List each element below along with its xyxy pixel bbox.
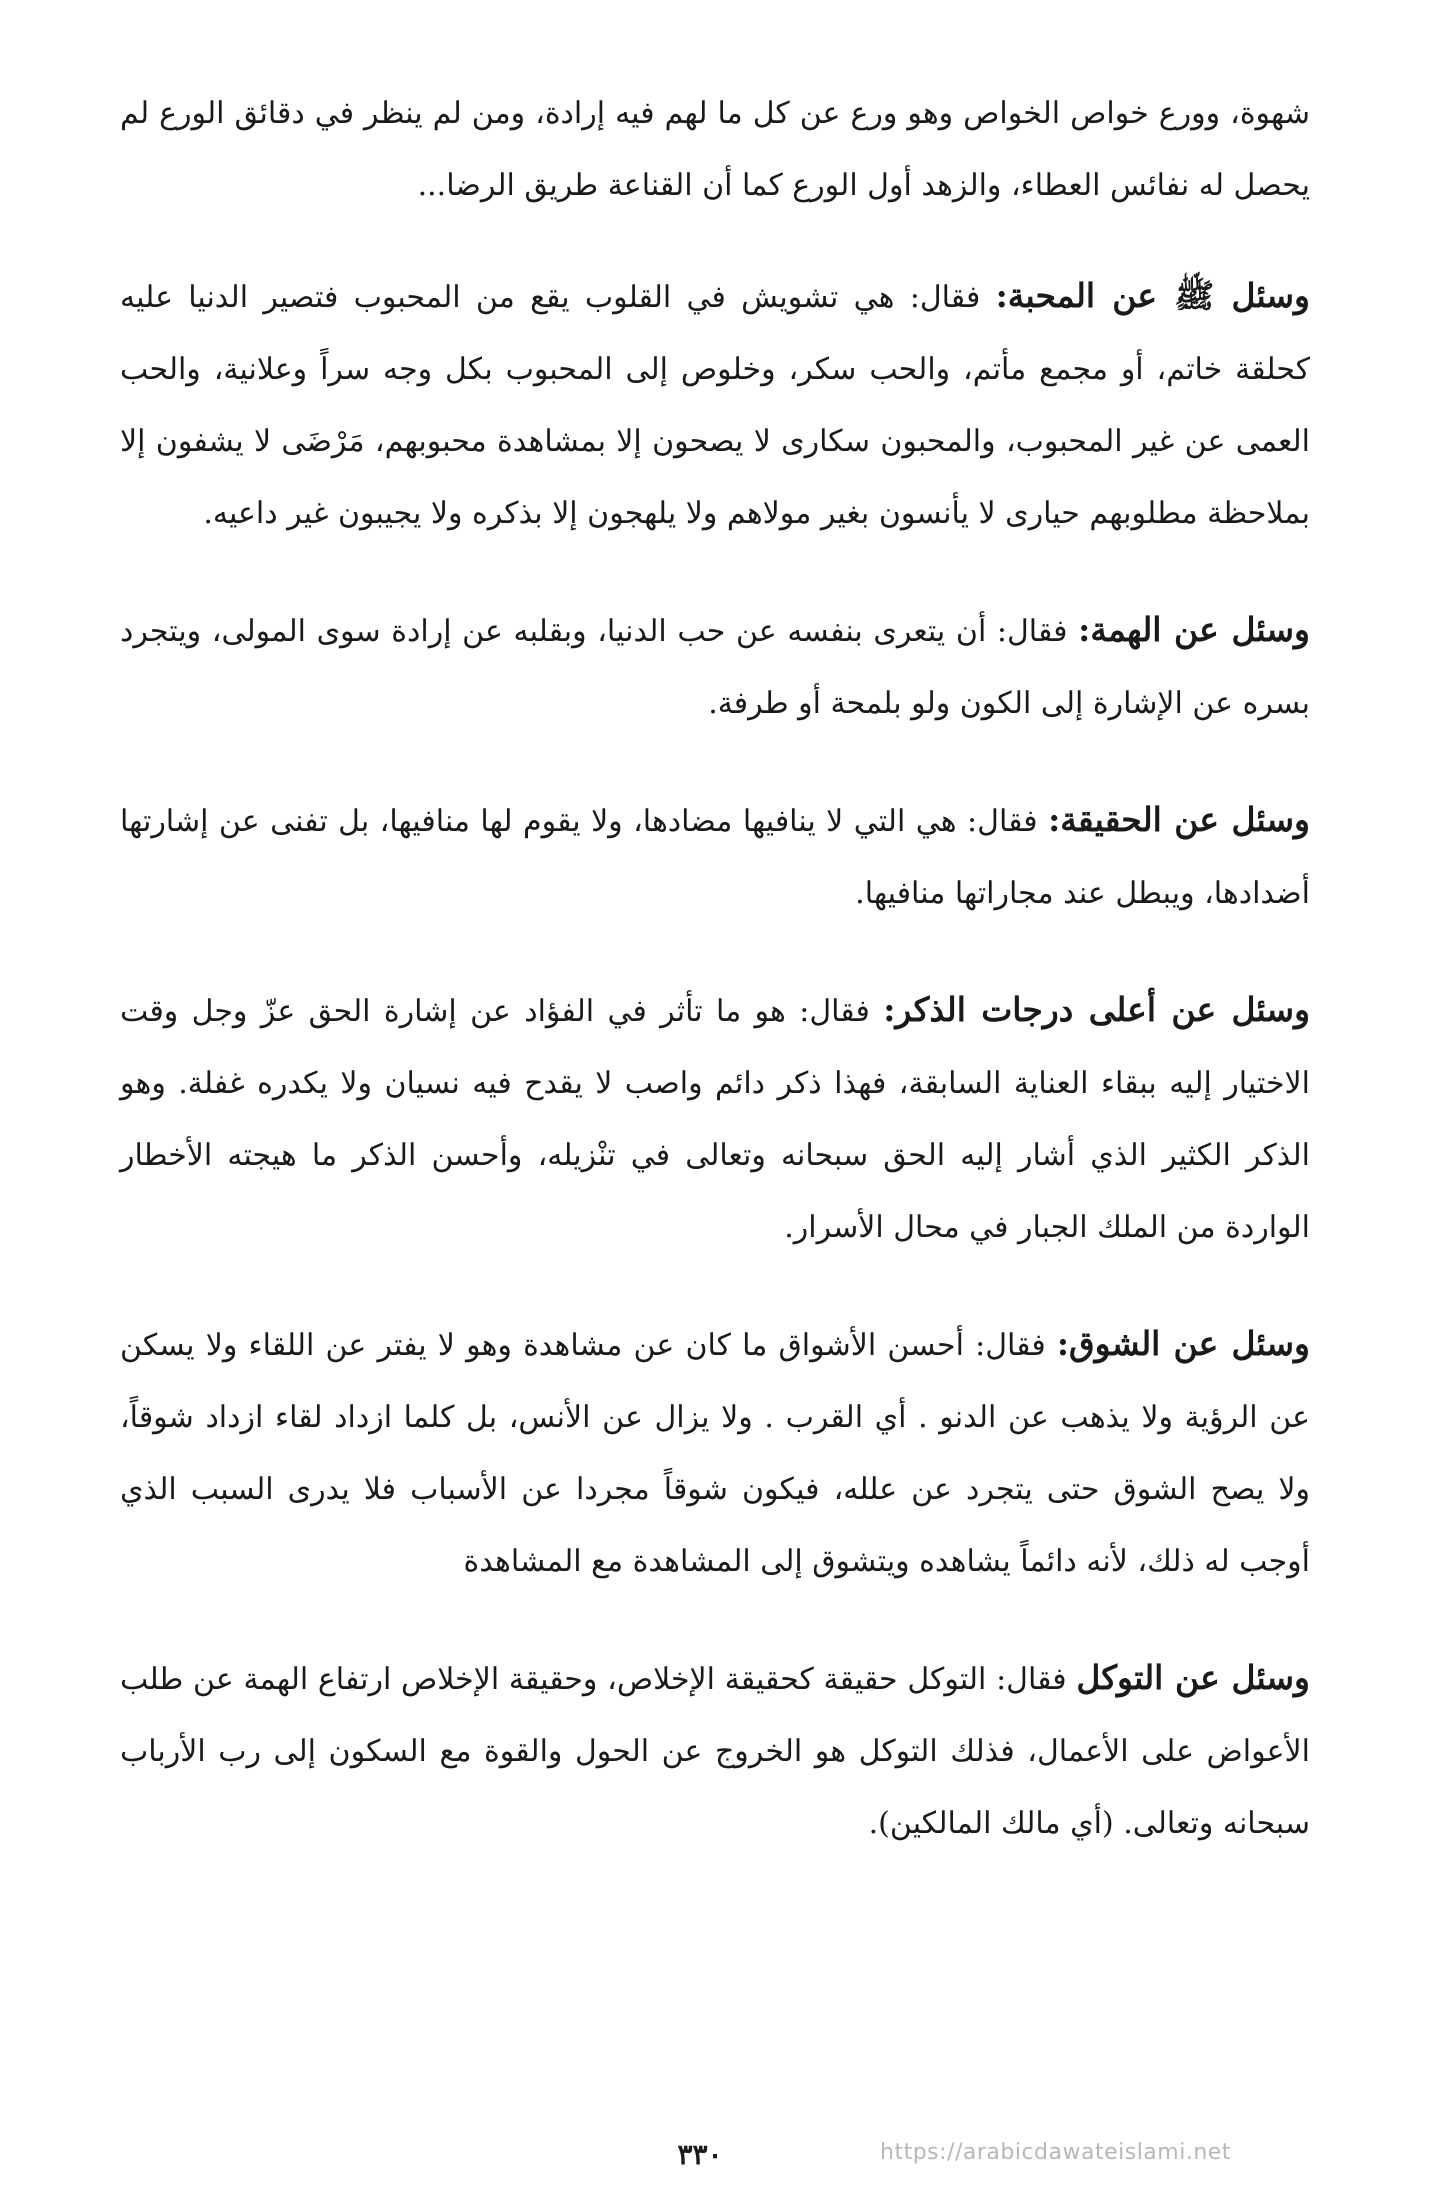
paragraph-heading: وسئل عن التوكل bbox=[1076, 1658, 1310, 1697]
paragraph-reliance bbox=[120, 1642, 1310, 1860]
paragraph-love bbox=[120, 260, 1310, 550]
paragraph-heading: وسئل عن أعلى درجات الذكر: bbox=[883, 990, 1311, 1029]
paragraph-text: شهوة، وورع خواص الخواص وهو ورع عن كل ما لهم فيه إرادة، ومن لم ينظر في دقائق الورع لم يحصل له نفائس العطاء، والزهد أول الورع كما أن القناعة طريق الرضا... bbox=[120, 96, 1310, 203]
paragraph-heading: وسئل عن الشوق: bbox=[1056, 1324, 1310, 1363]
paragraph-text: فقال: أحسن الأشواق ما كان عن مشاهدة وهو لا يفتر عن اللقاء ولا يسكن عن الرؤية ولا يذهب عن الدنو . أي القرب . ولا يزال عن الأنس، بل كلما ازداد لقاء ازداد شوقاً، ولا يصح الشوق حتى يتجرد عن علله، فيكون شوقاً مجردا عن الأسباب فلا يدرى السبب الذي أوجب له ذلك، لأنه دائماً يشاهده ويتشوق إلى المشاهدة مع المشاهدة bbox=[120, 1328, 1310, 1579]
paragraph-text: فقال: هي تشويش في القلوب يقع من المحبوب فتصير الدنيا عليه كحلقة خاتم، أو مجمع مأتم، والحب سكر، وخلوص إلى المحبوب بكل وجه سراً وعلانية، والحب العمى عن غير المحبوب، والمحبون سكارى لا يصحون إلا بمشاهدة محبوبهم، مَرْضَى لا يشفون إلا بملاحظة مطلوبهم حيارى لا يأنسون بغير مولاهم ولا يلهجون إلا بذكره ولا يجيبون غير داعيه. bbox=[120, 280, 1310, 531]
paragraph-continuation bbox=[120, 78, 1310, 222]
paragraph-resolve bbox=[120, 594, 1310, 740]
paragraph-text: فقال: هي التي لا ينافيها مضادها، ولا يقوم لها منافيها، بل تفنى عن إشارتها أضدادها، ويبطل عند مجاراتها منافيها. bbox=[120, 804, 1310, 911]
page-body bbox=[120, 78, 1310, 1904]
paragraph-text: فقال: التوكل حقيقة كحقيقة الإخلاص، وحقيقة الإخلاص ارتفاع الهمة عن طلب الأعواض على الأعمال، فذلك التوكل هو الخروج عن الحول والقوة مع السكون إلى رب الأرباب سبحانه وتعالى. (أي مالك المالكين). bbox=[120, 1662, 1310, 1841]
paragraph-heading: وسئل ﷺ عن المحبة: bbox=[995, 276, 1310, 315]
paragraph-truth bbox=[120, 784, 1310, 930]
paragraph-remembrance bbox=[120, 974, 1310, 1264]
paragraph-heading: وسئل عن الهمة: bbox=[1078, 610, 1310, 649]
paragraph-text: فقال: أن يتعرى بنفسه عن حب الدنيا، وبقلبه عن إرادة سوى المولى، ويتجرد بسره عن الإشارة إلى الكون ولو بلمحة أو طرفة. bbox=[120, 614, 1310, 721]
watermark-url: https://arabicdawateislami.net bbox=[880, 2140, 1231, 2165]
page-number: ٣٣٠ bbox=[677, 2138, 723, 2171]
paragraph-text: فقال: هو ما تأثر في الفؤاد عن إشارة الحق عزّ وجل وقت الاختيار إليه ببقاء العناية السابقة، فهذا ذكر دائم واصب لا يقدح فيه نسيان ولا يكدره غفلة. وهو الذكر الكثير الذي أشار إليه الحق سبحانه وتعالى في تنْزيله، وأحسن الذكر ما هيجته الأخطار الواردة من الملك الجبار في محال الأسرار. bbox=[120, 994, 1310, 1245]
paragraph-heading: وسئل عن الحقيقة: bbox=[1048, 800, 1310, 839]
paragraph-longing bbox=[120, 1308, 1310, 1598]
